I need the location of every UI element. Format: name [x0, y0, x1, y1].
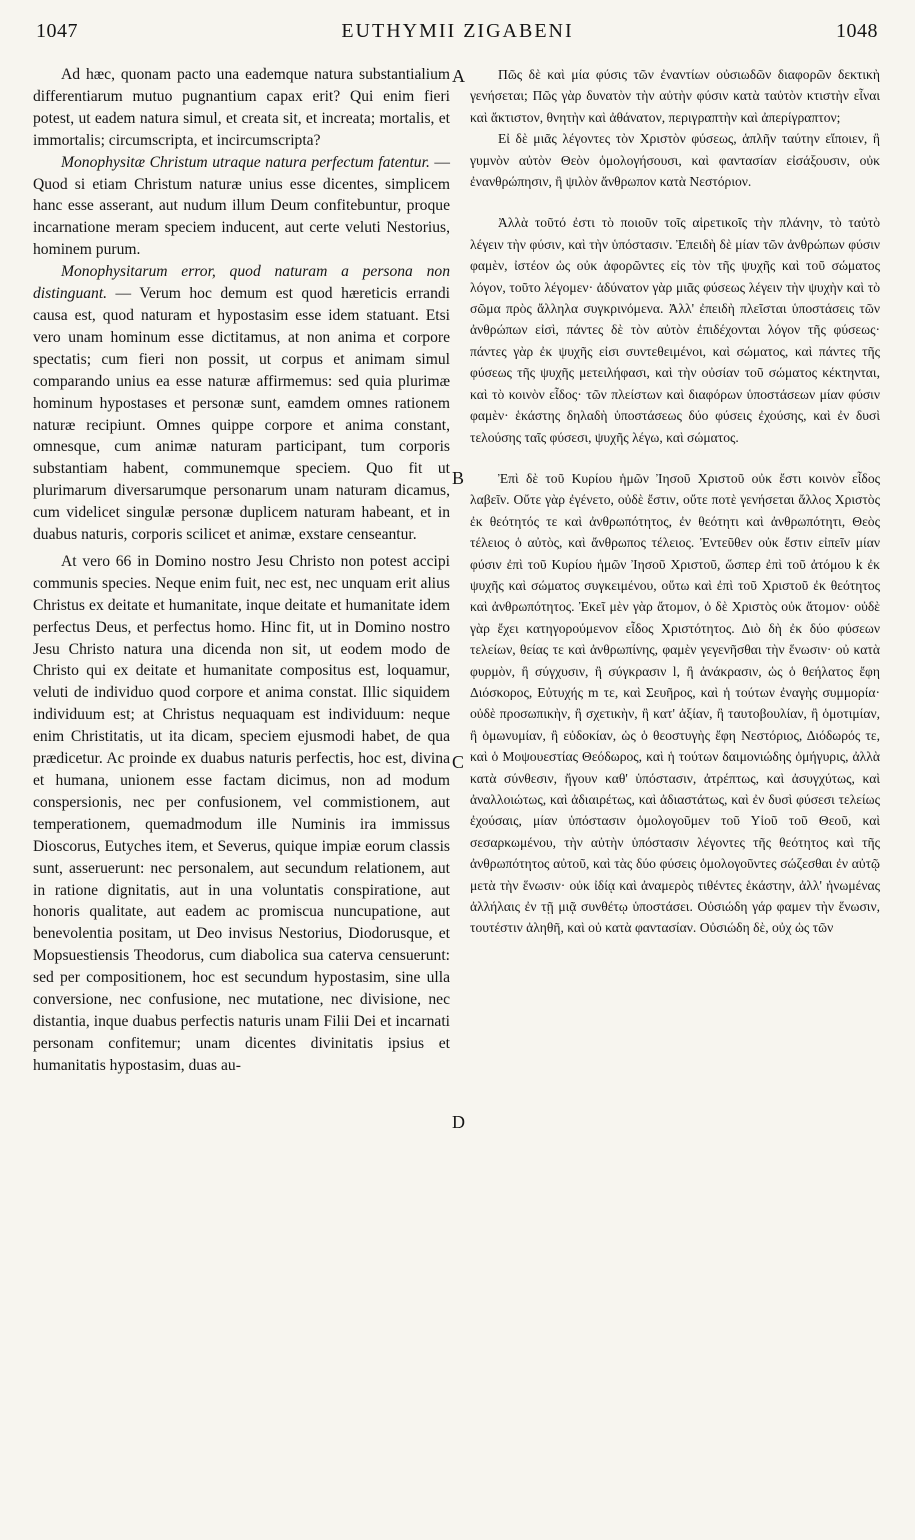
- greek-paragraph-3: Ἀλλὰ τοῦτό ἐστι τὸ ποιοῦν τοῖς αἱρετικοῖς τὴν πλάνην, τὸ ταὐτὸ λέγειν τὴν φύσιν, καὶ τὴν ὑπόστασιν. Ἐπειδὴ δὲ μίαν τῶν ἀνθρώπων φύσιν φαμὲν, ἰστέον ὡς οὐκ ἀφορῶντες εἰς τὸν τῆς ψυχῆς καὶ τοῦ σώματος λόγον, τοῦτο λέγομεν· ἀδύνατον γὰρ μιᾶς φύσεως λέγειν τὴν ψυχὴν καὶ τὸ σῶμα πρὸς ἄλληλα συγκρινόμενα. Ἀλλ' ἐπειδὴ πλεῖσται ὑποστάσεις τῶν ἀνθρώπων εἰσὶ, πάντες δὲ τὸν αὐτὸν ἐπιδέχονται λόγον τῆς φύσεως· πάντες γὰρ ἐκ ψυχῆς εἰσι συντεθειμένοι, καὶ σώματος, καὶ πάντες τῆς φύσεως τῆς ψυχῆς μετειλήφασι, καὶ τὴν οὐσίαν τοῦ σώματος κέκτηνται, καὶ τὸ κοινὸν εἶδος· τῶν πλείστων καὶ διαφόρων ὑποστάσεων μίαν φύσιν φαμὲν· ἑκάστης δηλαδὴ ὑποστάσεως δύο φύσεις ἐχούσης, καὶ ἐν δυσὶ τελούσης ταῖς φύσεσι, ψυχῆς λέγω, καὶ σώματος.: [470, 215, 880, 445]
- latin-marginal-heading-1: Monophysitæ Christum utraque natura perfectum fatentur.: [61, 153, 430, 171]
- greek-paragraph-4: Ἐπὶ δὲ τοῦ Κυρίου ἡμῶν Ἰησοῦ Χριστοῦ οὐκ ἔστι κοινὸν εἶδος λαβεῖν. Οὔτε γὰρ ἐγένετο, οὐδὲ ἔστιν, οὔτε ποτὲ γενήσεται ἄλλος Χριστὸς ἐκ θεότητός τε καὶ ἀνθρωπότητος, ἐν θεότητι καὶ ἀνθρωπότητι, Θεὸς τέλειος ὁ αὐτὸς, καὶ ἄνθρωπος τέλειος. Ἐντεῦθεν οὐκ ἔστιν εἰπεῖν μίαν φύσιν ἐπὶ τοῦ Κυρίου ἡμῶν Ἰησοῦ Χριστοῦ, ὥσπερ ἐπὶ τοῦ ἀτόμου k ἐκ ψυχῆς καὶ σώματος συγκειμένου, οὕτω καὶ ἐπὶ τοῦ Χριστοῦ ἐκ θεότητος καὶ ἀνθρωπότητος. Ἐκεῖ μὲν γὰρ ἄτομον, ὁ δὲ Χριστὸς οὐκ ἄτομον· οὐδὲ γὰρ ἔχει κατηγορούμενον εἶδος Χριστότητος. Διὸ δὴ ἐκ δύο φύσεων τελείων, θείας τε καὶ ἀνθρωπίνης, φαμὲν γεγενῆσθαι τὴν ἕνωσιν· οὐ κατὰ φυρμὸν, ἢ σύγχυσιν, ἢ σύγκρασιν l, ἢ ἀνάκρασιν, ὡς ὁ θεήλατος ἔφη Διόσκορος, Εὐτυχής m τε, καὶ Σευῆρος, καὶ ἡ τούτων ἐναγὴς συμμορία· οὐδὲ προσωπικὴν, ἢ σχετικὴν, ἢ κατ' ἀξίαν, ἢ ταυτοβουλίαν, ἢ ὁμοτιμίαν, ἢ ὁμωνυμίαν, ἢ εὐδοκίαν, ὡς ὁ θεοστυγὴς ἔφη Νεστόριος, Διόδωρός τε, καὶ ὁ Μοψουεστίας Θεόδωρος, καὶ ἡ τούτων δαιμονιώδης ὁμήγυρις, ἀλλὰ κατὰ σύνθεσιν, ἤγουν καθ' ὑπόστασιν, ἀτρέπτως, καὶ ἀσυγχύτως, καὶ ἀναλλοιώτως, καὶ ἀδιαιρέτως, καὶ ἀδιαστάτως, καὶ ἐν δυσὶ φύσεσι τελείως ἐχούσαις, μίαν ὑπόστασιν ὁμολογοῦμεν τοῦ Υἱοῦ τοῦ Θεοῦ, καὶ σεσαρκωμένου, τὴν αὐτὴν ὑπόστασιν λέγοντες τῆς θεότητος καὶ τῆς ἀνθρωπότητος αὐτοῦ, καὶ τὰς δύο φύσεις ὁμολογοῦντες σώζεσθαι ἐν αὐτῷ μετὰ τὴν ἕνωσιν· οὐκ ἰδίᾳ καὶ ἀναμερὸς τιθέντες ἑκάστην, ἀλλ' ἡνωμένας ἀλλήλαις ἐν τῇ μιᾷ συνθέτῳ ὑποστάσει. Οὐσιώδη γάρ φαμεν τὴν ἕνωσιν, τουτέστιν ἀληθῆ, καὶ οὐ κατὰ φαντασίαν. Οὐσιώδη δὲ, οὐχ ὡς τῶν: [470, 470, 880, 936]
- latin-paragraph-2-text: — Quod si etiam Christum naturæ unius esse dicentes, simplicem hanc esse asserant, aut nudum illum Deum confitebuntur, proque incarnatione meram speciem inducent, aut certe veluti Nestorius, hominem purum.: [33, 153, 451, 259]
- margin-letter-d: D: [452, 1112, 465, 1132]
- running-header: [0, 0, 915, 60]
- greek-column: [470, 64, 880, 939]
- latin-paragraph-1: Ad hæc, quonam pacto una eademque natura substantialium differentiarum mutuo pugnantium capax erit? Qui enim fieri potest, ut eadem natura simul, et creata sit, et increata; mortalis, et immortalis; circumscripta, et incircumscripta?: [33, 66, 450, 149]
- latin-paragraph-2: [33, 152, 450, 262]
- latin-column: [33, 64, 450, 1077]
- latin-paragraph-4: At vero 66 in Domino nostro Jesu Christo non potest accipi communis species. Neque enim fuit, nec est, nec unquam erit alius Christus ex deitate et humanitate, inque deitate et humanitate idem perfectus Deus, et perfectus homo. Hinc fit, ut in Domino nostro Jesu Christo natura una dicenda non sit, ut eodem modo de Christo qui ex deitate et humanitate compositus est, loquamur, veluti de individuo quod corpore et anima constat. Illic siquidem individuum est; at Christus nequaquam est individuum: neque enim Christitatis, ut ita dicam, speciem ejusmodi habet, de qua prædicetur. Ac proinde ex duabus naturis perfectis, hoc est, divina et humana, unionem esse factam dicimus, non ad modum conspersionis, nec per confusionem, vel commistionem, aut temperationem, quemadmodum ille Numinis ira immissus Dioscorus, Eutyches item, et Severus, quique impiæ eorum classis sunt, asseruerunt: nec personalem, aut secundum relationem, aut in ratione dignitatis, aut in una voluntatis conspiratione, aut honoris qualitate, aut eadem ac promiscua nuncupatione, aut benevolentia positam, ut Deo invisus Nestorius, Diodorusque, et Mopsuestiensis Theodorus, cum diabolica sua caterva censuerunt: sed per compositionem, hoc est secundum hypostasim, sine ulla conversione, nec confusione, nec mutatione, nec divisione, nec distantia, inque duabus perfectis naturis unam Filii Dei et incarnati personam confitemur; unam dicentes divinitatis ipsius et humanitatis hypostasim, duas au-: [33, 552, 450, 1074]
- latin-marginal-heading-2: Monophysitarum error, quod naturam a persona non distinguant.: [33, 263, 450, 303]
- right-page-number: 1048: [836, 20, 878, 42]
- latin-paragraph-3-text: — Verum hoc demum est quod hæreticis errandi causa est, quod naturam et hypostasim esse idem statuant. Etsi vero unam hominum esse dictitamus, at non anima et corpore spectatis; cum fieri non possit, ut corpus et animam simul comparando unius ea esse naturæ affirmemus: sed quia plurimæ hominum hypostases et personæ sunt, eamdem omnes rationem naturæ recipiunt. Omnes quippe corpore et anima constant, omnesque, cum animæ naturam participant, tum corporis substantiam habent, communemque speciem. Quo fit ut plurimarum diversarumque personarum unam naturam dicamus, cum videlicet singulæ personæ duplicem naturam habeant, et in duabus naturis, corporis scilicet et animæ, exstare censeantur.: [33, 285, 450, 544]
- margin-letter-c: C: [452, 752, 465, 772]
- greek-paragraph-1: Πῶς δὲ καὶ μία φύσις τῶν ἐναντίων οὐσιωδῶν διαφορῶν δεκτικὴ γενήσεται; Πῶς γὰρ δυνατὸν τὴν αὐτὴν φύσιν κατὰ ταὐτὸν κτιστὴν εἶναι καὶ ἄκτιστον, θνητὴν καὶ ἀθάνατον, περιγραπτὴν καὶ ἀπερίγραπτον;: [470, 67, 880, 125]
- margin-letter-b: B: [452, 468, 465, 488]
- left-page-number: 1047: [36, 20, 78, 42]
- latin-paragraph-3: [33, 261, 450, 546]
- running-title: EUTHYMII ZIGABENI: [341, 20, 574, 42]
- margin-letter-a: A: [452, 66, 465, 86]
- greek-paragraph-2: Εἰ δὲ μιᾶς λέγοντες τὸν Χριστὸν φύσεως, ἁπλῆν ταύτην εἴποιεν, ἢ γυμνὸν αὐτὸν Θεὸν ὁμολογήσουσι, καὶ φαντασίαν εἰσάξουσιν, οὐκ ἐνανθρώπησιν, ἢ ψιλὸν ἄνθρωπον κατὰ Νεστόριον.: [470, 131, 880, 190]
